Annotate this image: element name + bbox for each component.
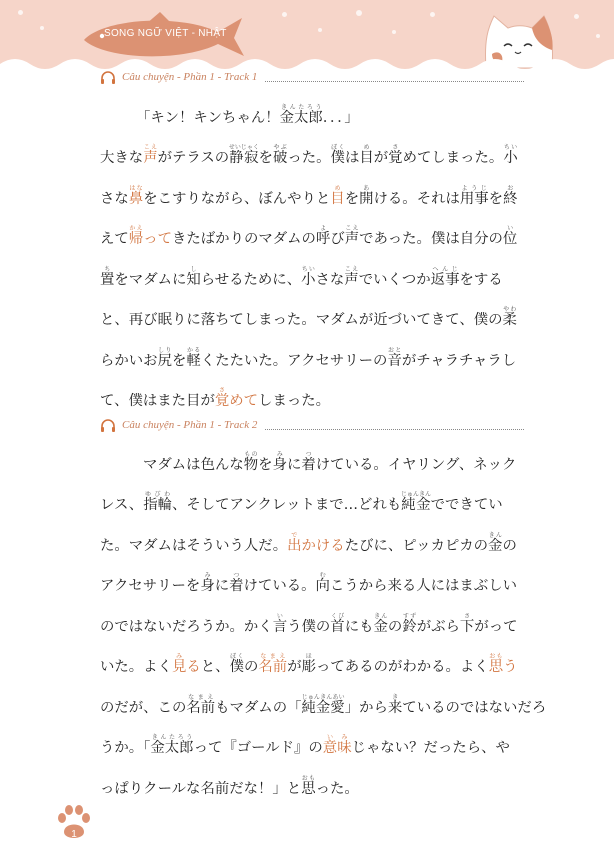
text-line [100,726,524,767]
text-segment: がぶら [416,618,460,635]
furigana-word [459,612,475,635]
furigana-reading: こえ [344,265,359,273]
furigana-reading: あ [359,184,374,192]
furigana-reading: かえ [128,225,144,232]
furigana-word [272,612,288,635]
kanji-base: 位 [502,231,518,247]
furigana-reading: つ [301,450,316,458]
furigana-reading: おも [301,774,316,782]
furigana-word [388,144,403,166]
furigana-word [301,450,316,473]
text-segment: 「キン！キンちゃん！ [136,109,280,126]
text-segment: めてしまった。 [402,150,504,166]
furigana-reading: さ [214,387,230,394]
text-segment: のだが、この [100,699,187,716]
furigana-word [359,184,374,207]
furigana-word [143,491,172,513]
decor-dot [318,28,322,32]
text-segment: っぱりクールな名前だな！」と [100,780,302,797]
kanji-base: 音 [387,352,402,369]
text-line [100,564,524,605]
furigana-reading: やわ [502,306,517,313]
furigana-word [315,572,330,594]
kanji-base: 着 [301,456,316,473]
furigana-word [373,612,388,635]
furigana-reading: じゅんきんあい [301,693,345,701]
furigana-word [229,572,244,594]
kanji-base: 覚 [214,393,230,409]
track-2-heading [100,417,524,433]
text-segment: こうから来る人にはまぶしい [329,578,517,594]
text-segment: ．．．」 [322,109,359,126]
header-band [0,0,614,72]
text-segment: る [186,659,201,675]
furigana-reading: お [503,184,518,192]
furigana-word [488,653,504,675]
furigana-reading: ほ [301,653,316,660]
furigana-word [344,265,359,288]
furigana-word [243,450,259,473]
furigana-word [228,144,259,166]
kanji-base: 身 [272,456,287,473]
page-number: 1 [71,829,77,840]
furigana-word [402,612,417,635]
kanji-base: 軽 [186,352,201,369]
headphones-icon [100,418,116,433]
furigana-reading: くび [330,612,345,620]
text-line [100,685,547,726]
text-segment: レス、 [100,497,144,513]
text-segment: に [286,456,302,473]
kanji-base: 物 [243,456,259,473]
furigana-word [488,531,503,554]
text-segment: を [344,190,360,207]
text-segment: 、そしてアンクレットまで…どれも [171,497,402,513]
decor-dot [40,26,44,30]
kanji-base: 破 [272,150,288,166]
text-segment: う [503,659,518,675]
text-line [100,604,524,645]
furigana-word [503,184,518,207]
furigana-reading: つ [229,572,244,579]
banner-title: SONG NGỮ VIỆT - NHẬT [104,28,227,39]
kanji-base: 下 [459,618,475,635]
kanji-base: 思 [301,780,316,797]
text-line [100,442,524,483]
kanji-base: 言 [272,618,288,635]
kanji-base: 思 [488,659,504,675]
text-segment: たびに、ピッカピカの [344,537,489,554]
text-segment: がチャラチャラし [401,352,517,369]
furigana-reading: し [186,265,201,273]
text-segment: しまった。 [258,393,331,409]
furigana-word [272,450,287,473]
text-line [100,136,524,177]
text-segment: って『ゴールド』の [193,740,323,756]
text-segment: に [214,578,230,594]
text-line [100,338,524,379]
text-segment: アクセサリーを [100,578,201,594]
furigana-word [459,184,489,207]
furigana-word [229,653,244,675]
track-2-label: Câu chuyện - Phần 1 - Track 2 [122,419,258,431]
furigana-reading: せいじゃく [228,144,259,151]
furigana-reading: き [387,693,403,701]
furigana-reading: ちい [503,144,518,151]
kanji-base: 置 [100,271,115,288]
text-line [100,523,524,564]
kanji-base: 鈴 [402,618,417,635]
furigana-word [200,572,215,594]
furigana-word [272,144,288,166]
text-segment: と、再び眠りに落ちてしまった。マダムが近づいてきて、僕の [100,312,503,328]
furigana-reading: きんたろう [279,103,323,111]
text-segment: のではないだろうか。かく [100,618,273,635]
furigana-reading: おと [387,346,402,354]
furigana-word [315,225,331,247]
track-1-heading [100,69,524,85]
decor-dot [356,10,362,16]
furigana-reading: じゅんきん [400,491,431,498]
kanji-base: 柔 [502,312,517,328]
furigana-word [387,693,403,716]
furigana-reading: きん [488,531,503,539]
furigana-word [186,346,201,369]
furigana-reading: ぼく [229,653,244,660]
furigana-reading: おも [488,653,504,660]
furigana-reading: ち [100,265,115,273]
text-segment: が [373,150,389,166]
kanji-base: 呼 [315,231,331,247]
text-segment: の [387,618,403,635]
furigana-word [359,144,374,166]
kanji-base: 覚 [388,150,403,166]
text-segment: は [344,150,360,166]
text-segment: さな [100,190,129,207]
furigana-word [387,346,402,369]
furigana-reading: こえ [143,144,158,151]
decor-dot [18,10,23,15]
furigana-reading: め [359,144,374,151]
kanji-base: 小 [301,271,316,288]
text-segment: て、僕はまた目が [100,393,215,409]
furigana-reading: へんじ [430,265,460,273]
furigana-word [502,225,518,247]
furigana-reading: やぶ [272,144,288,151]
furigana-word [258,653,288,675]
text-segment: う僕の [287,618,331,635]
kanji-base: 鼻 [128,190,144,207]
furigana-word [128,184,144,207]
furigana-reading: なまえ [258,653,288,660]
text-segment: であった。僕は自分の [359,231,503,247]
text-line [100,298,524,339]
dotted-leader [265,73,524,82]
furigana-word [330,144,345,166]
text-segment: らかいお [100,352,158,369]
paw-page-icon [56,804,92,842]
furigana-word [128,225,144,247]
kanji-base: 意味 [322,740,352,756]
kanji-base: 静寂 [228,150,259,166]
furigana-reading: ゆびわ [143,491,172,498]
text-segment: らせるために、 [200,271,302,288]
furigana-word [301,693,345,716]
furigana-word [301,653,316,675]
furigana-word [214,387,230,409]
kanji-base: 終 [503,190,518,207]
text-segment: って [143,231,172,247]
text-segment: をこすりながら、ぼんやりと [143,190,331,207]
decor-dot [574,14,579,19]
text-line [100,379,524,420]
furigana-reading: よ [315,225,331,232]
furigana-reading: む [315,572,330,579]
kanji-base: 開 [359,190,374,207]
furigana-word [502,306,517,328]
text-segment: がって [474,618,518,635]
kanji-base: 来 [387,699,403,716]
furigana-reading: かる [186,346,201,354]
furigana-reading: なまえ [186,693,216,701]
decor-dot [430,12,435,17]
text-segment: じゃない？だったら、や [351,740,510,756]
kanji-base: 着 [229,578,244,594]
track-1-label: Câu chuyện - Phần 1 - Track 1 [122,71,258,83]
text-segment: いた。よく [100,659,172,675]
text-segment: けている。イヤリング、ネック [315,456,517,473]
text-segment: けている。 [243,578,316,594]
text-segment: をマダムに [114,271,187,288]
text-segment: ってあるのがわかる。よく [316,659,489,675]
furigana-word [400,491,431,513]
text-segment: くたたいた。アクセサリーの [200,352,388,369]
text-segment: を [258,150,273,166]
decor-dot [282,12,287,17]
kanji-base: 金太郎 [279,109,323,126]
furigana-word [171,653,187,675]
text-line [100,483,524,524]
text-segment: った。 [287,150,331,166]
text-segment: ける。それは [373,190,460,207]
furigana-reading: み [272,450,287,458]
furigana-reading: しり [157,346,172,354]
furigana-reading: いみ [322,734,352,741]
furigana-reading: め [330,184,345,192]
kanji-base: 首 [330,618,345,635]
text-segment: さな [315,271,345,288]
text-segment: 」から [344,699,388,716]
kanji-base: 名前 [258,659,288,675]
kanji-base: 出 [287,537,302,554]
kanji-base: 金 [488,537,503,554]
text-segment: にも [344,618,374,635]
text-segment: 大きな [100,150,144,166]
furigana-word [430,265,460,288]
kanji-base: 純金愛 [301,699,345,716]
text-segment: を [488,190,504,207]
kanji-base: 目 [330,190,345,207]
text-segment: を [171,352,187,369]
decor-dot [392,30,396,34]
text-segment: めて [229,393,259,409]
furigana-reading: さ [459,612,475,620]
furigana-word [322,734,352,756]
kanji-base: 名前 [186,699,216,716]
text-line [100,217,524,258]
text-segment: でいくつか [358,271,431,288]
furigana-word [301,265,316,288]
text-segment: った。 [315,780,359,797]
furigana-word [330,612,345,635]
text-segment: えて [100,231,129,247]
furigana-reading: すず [402,612,417,620]
kanji-base: 尻 [157,352,172,369]
furigana-word [150,734,194,756]
text-segment: が [287,659,302,675]
furigana-reading: さ [388,144,403,151]
kanji-base: 金太郎 [150,740,194,756]
text-line [100,95,524,136]
text-segment: をする [459,271,503,288]
text-segment: を [258,456,273,473]
kanji-base: 知 [186,271,201,288]
furigana-word [503,144,518,166]
text-segment: ているのではないだろ [402,699,547,716]
kanji-base: 声 [344,231,360,247]
furigana-reading: い [502,225,518,232]
text-segment: かける [301,537,345,554]
furigana-reading: もの [243,450,259,458]
text-segment: た。マダムはそういう人だ。 [100,537,288,554]
text-line [100,645,524,686]
text-segment: うか。「 [100,740,151,756]
furigana-reading: はな [128,184,144,192]
headphones-icon [100,70,116,85]
text-line [100,257,524,298]
furigana-word [143,144,158,166]
furigana-reading: で [287,531,302,539]
text-segment: がテラスの [157,150,230,166]
kanji-base: 僕 [330,150,345,166]
furigana-reading: ぼく [330,144,345,151]
text-segment: び [330,231,345,247]
kanji-base: 身 [200,578,215,594]
furigana-word [157,346,172,369]
text-segment: もマダムの「 [215,699,302,716]
kanji-base: 見 [171,659,187,675]
furigana-reading: きんたろう [150,734,194,741]
kanji-base: 声 [344,271,359,288]
furigana-word [186,265,201,288]
furigana-reading: ようじ [459,184,489,192]
kanji-base: 僕 [229,659,244,675]
kanji-base: 指輪 [143,497,172,513]
text-segment: の [243,659,259,675]
text-line [100,176,524,217]
furigana-reading: み [200,572,215,579]
kanji-base: 目 [359,150,374,166]
furigana-word [330,184,345,207]
furigana-reading: い [272,612,288,620]
kanji-base: 向 [315,578,330,594]
furigana-word [287,531,302,554]
text-segment: マダムは色んな [143,456,244,473]
text-segment: きたばかりのマダムの [172,231,316,247]
story-paragraph-1 [100,95,524,419]
kanji-base: 金 [373,618,388,635]
furigana-word [100,265,115,288]
kanji-base: 声 [143,150,158,166]
text-segment: と、 [200,659,230,675]
furigana-word [279,103,323,126]
kanji-base: 純金 [400,497,431,513]
furigana-reading: み [171,653,187,660]
kanji-base: 用事 [459,190,489,207]
kanji-base: 返事 [430,271,460,288]
decor-dot [596,34,600,38]
furigana-reading: ちい [301,265,316,273]
furigana-reading: きん [373,612,388,620]
text-segment: でできてい [430,497,503,513]
furigana-word [301,774,316,797]
dotted-leader [265,421,524,430]
kanji-base: 彫 [301,659,316,675]
furigana-reading: こえ [344,225,360,232]
furigana-word [186,693,216,716]
furigana-word [344,225,360,247]
text-segment: の [502,537,517,554]
story-paragraph-2 [100,442,547,807]
kanji-base: 帰 [128,231,144,247]
text-line [100,766,524,807]
kanji-base: 小 [503,150,518,166]
